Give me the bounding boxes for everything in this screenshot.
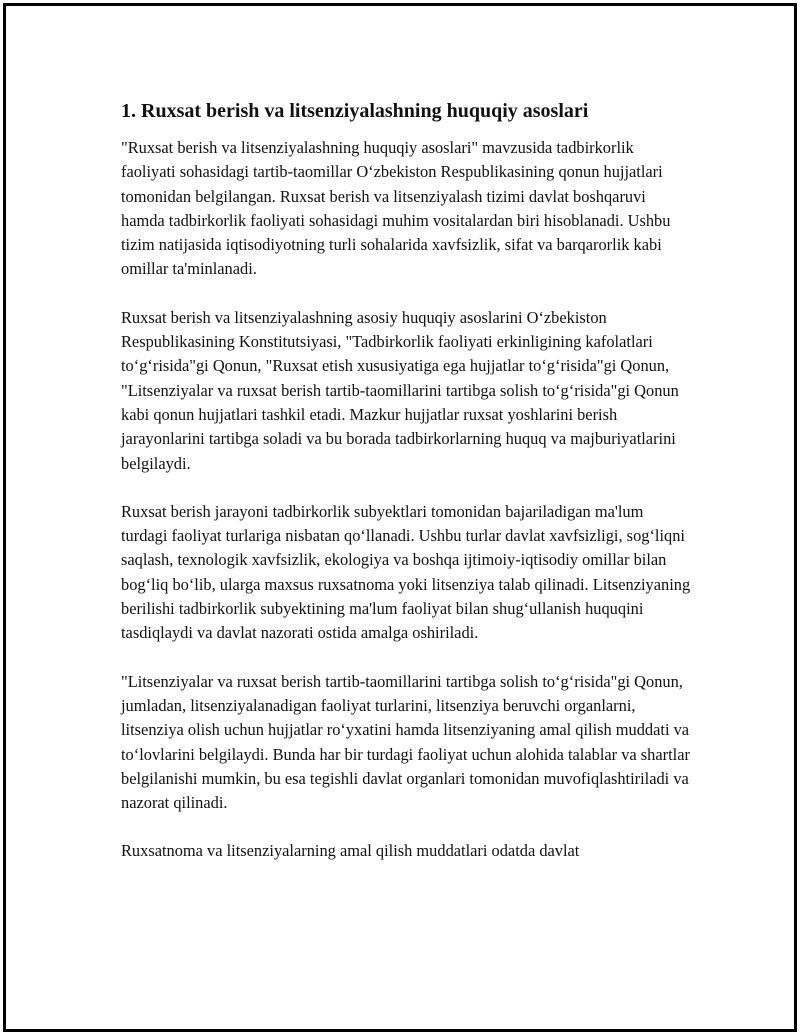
paragraph: "Ruxsat berish va litsenziyalashning huquqiy asoslari" mavzusida tadbirkorlik faoliyati sohasidagi tartib-taomillar O‘zbekiston Respublikasining qonun hujjatlari tomonidan belgilangan. Ruxsat berish va litsenziyalash tizimi davlat boshqaruvi hamda tadbirkorlik faoliyati sohasidagi muhim vositalardan biri hisoblanadi. Ushbu tizim natijasida iqtisodiyotning turli sohalarida xavfsizlik, sifat va barqarorlik kabi omillar ta'minlanadi. — [121, 138, 671, 279]
paragraph: Ruxsatnoma va litsenziyalarning amal qilish muddatlari odatda davlat — [121, 841, 580, 861]
paragraph: "Litsenziyalar va ruxsat berish tartib-taomillarini tartibga solish to‘g‘risida"gi Qonun, jumladan, litsenziyalanadigan faoliyat turlarini, litsenziya beruvchi organlarni, litsenziya olish uchun hujjatlar ro‘yxatini hamda litsenziyaning amal qilish muddati va to‘lovlarini belgilaydi. Bunda har bir turdagi faoliyat uchun alohida talablar va shartlar belgilanishi mumkin, bu esa tegishli davlat organlari tomonidan muvofiqlashtiriladi va nazorat qilinadi. — [121, 671, 690, 813]
paragraph: Ruxsat berish va litsenziyalashning asosiy huquqiy asoslarini O‘zbekiston Respublikasining Konstitutsiyasi, "Tadbirkorlik faoliyati erkinligining kafolatlari to‘g‘risida"gi Qonun, "Ruxsat etish xususiyatiga ega hujjatlar to‘g‘risida"gi Qonun, "Litsenziyalar va ruxsat berish tartib-taomillarini tartibga solish to‘g‘risida"gi Qonun kabi qonun hujjatlari tashkil etadi. Mazkur hujjatlar ruxsat yoshlarini berish jarayonlarini tartibga soladi va bu borada tadbirkorlarning huquq va majburiyatlarini belgilaydi. — [121, 307, 679, 473]
document-page — [3, 3, 797, 1032]
section-heading: 1. Ruxsat berish va litsenziyalashning huquqiy asoslari — [121, 100, 589, 122]
document-content — [121, 96, 691, 888]
paragraph: Ruxsat berish jarayoni tadbirkorlik subyektlari tomonidan bajariladigan ma'lum turdagi faoliyat turlariga nisbatan qo‘llanadi. Ushbu turlar davlat xavfsizligi, sog‘liqni saqlash, texnologik xavfsizlik, ekologiya va boshqa ijtimoiy-iqtisodiy omillar bilan bog‘liq bo‘lib, ularga maxsus ruxsatnoma yoki litsenziya talab qilinadi. Litsenziyaning berilishi tadbirkorlik subyektining ma'lum faoliyat bilan shug‘ullanish huquqini tasdiqlaydi va davlat nazorati ostida amalga oshiriladi. — [121, 501, 691, 643]
